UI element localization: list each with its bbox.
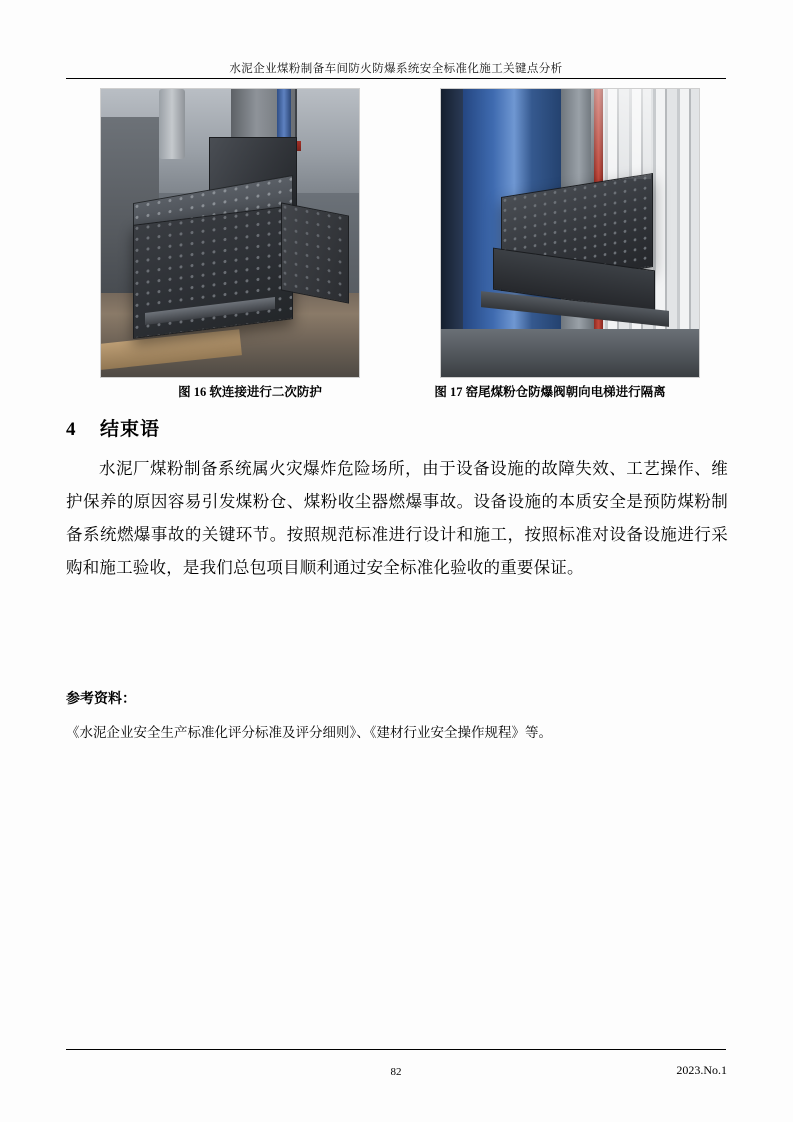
figure-17-caption: 图 17 窑尾煤粉仓防爆阀朝向电梯进行隔离 xyxy=(434,385,666,399)
footer-divider xyxy=(66,1049,726,1050)
figure-16-caption: 图 16 软连接进行二次防护 xyxy=(178,385,322,399)
figure-captions xyxy=(100,382,700,400)
running-head: 水泥企业煤粉制备车间防火防爆系统安全标准化施工关键点分析 xyxy=(229,63,563,75)
issue-label: 2023.No.1 xyxy=(676,1063,727,1077)
page-number: 82 xyxy=(390,1066,402,1078)
figure-16-image xyxy=(100,88,360,378)
figure-row xyxy=(100,88,700,376)
kiln-tail-coal-silo-explosion-valve-photo xyxy=(441,89,699,377)
references-heading: 参考资料： xyxy=(66,692,136,707)
section-title: 结束语 xyxy=(100,419,161,440)
photo-floor xyxy=(441,329,699,377)
section-heading xyxy=(66,414,160,441)
section-number: 4 xyxy=(66,419,77,440)
section-body-paragraph: 水泥厂煤粉制备系统属火灾爆炸危险场所，由于设备设施的故障失效、工艺操作、维护保养的原因容易引发煤粉仓、煤粉收尘器燃爆事故。设备设施的本质安全是预防煤粉制备系统燃爆事故的关键环节。按照规范标准进行设计和施工，按照标准对设备设施进行采购和施工验收，是我们总包项目顺利通过安全标准化验收的重要保证。 xyxy=(66,459,728,577)
figure-17-image xyxy=(440,88,700,378)
header-divider xyxy=(66,78,726,79)
references-list: 《水泥企业安全生产标准化评分标准及评分细则》、《建材行业安全操作规程》等。 xyxy=(66,725,552,740)
photo-checker-plate-side xyxy=(281,202,349,303)
flexible-connection-secondary-protection-photo xyxy=(101,89,359,377)
photo-small-duct xyxy=(159,89,185,159)
photo-light-glare xyxy=(591,89,651,179)
